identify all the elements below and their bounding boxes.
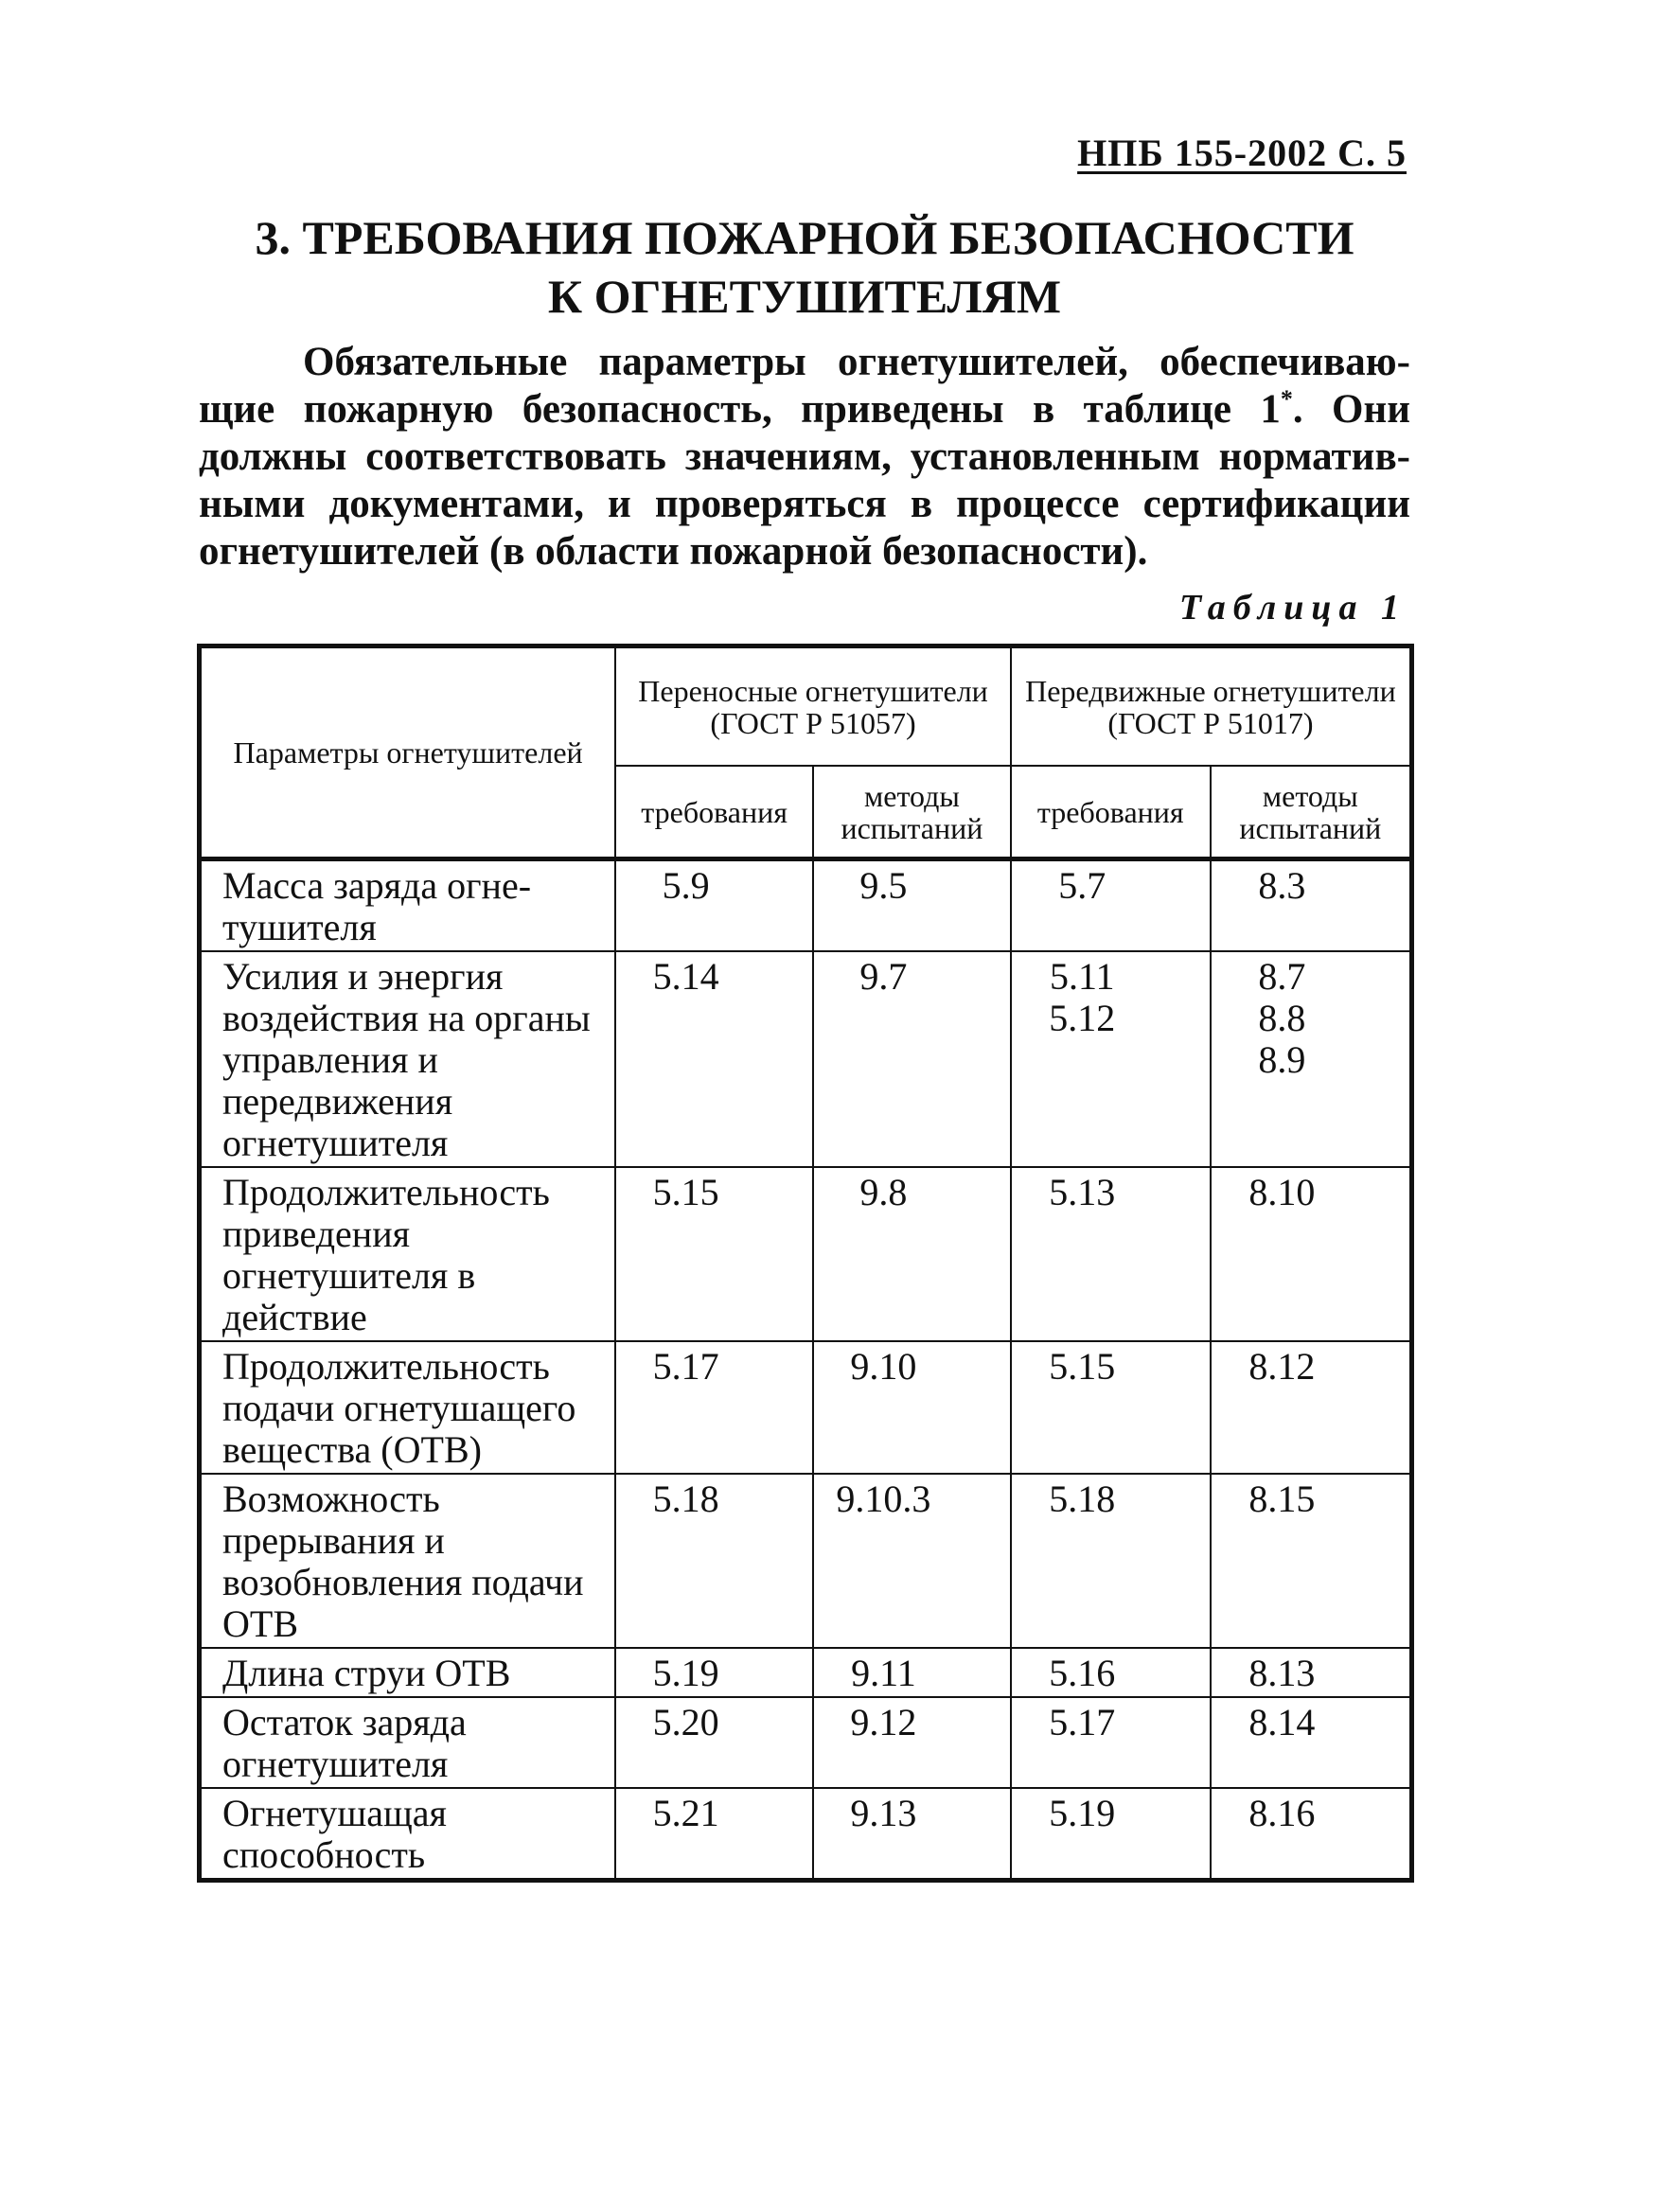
value-cell xyxy=(1211,1697,1412,1788)
header-mobile: Передвижные огнетушители (ГОСТ Р 51017) xyxy=(1011,646,1412,767)
value-item: 9.5 xyxy=(859,864,908,907)
value-cell xyxy=(615,1697,813,1788)
table-row xyxy=(200,1788,1412,1881)
value-cell xyxy=(615,951,813,1167)
value-item: 5.19 xyxy=(652,1652,719,1694)
section-title-line-1: 3. ТРЕБОВАНИЯ ПОЖАРНОЙ БЕЗОПАСНОСТИ xyxy=(255,211,1354,264)
page-header: НПБ 155-2002 С. 5 xyxy=(1077,132,1407,174)
value-cell xyxy=(1011,859,1211,952)
value-cell xyxy=(1011,1697,1211,1788)
value-item: 8.7 xyxy=(1258,955,1306,998)
intro-line: должны соответствовать значениям, установленным норматив- xyxy=(199,434,1410,479)
value-item: 8.3 xyxy=(1258,864,1306,907)
value-item: 5.13 xyxy=(1049,1171,1116,1213)
value-item: 5.15 xyxy=(1049,1345,1116,1388)
parameter-cell: Усилия и энергия воздействия на органы управления и передвижения огнетушителя xyxy=(200,951,616,1167)
parameter-cell: Огнетушащая способность xyxy=(200,1788,616,1881)
value-cell xyxy=(1011,1341,1211,1474)
value-cell xyxy=(1011,1648,1211,1697)
value-cell xyxy=(1011,1788,1211,1881)
value-cell xyxy=(1211,951,1412,1167)
value-cell xyxy=(813,951,1011,1167)
value-item: 5.7 xyxy=(1058,864,1106,907)
value-cell xyxy=(1211,1341,1412,1474)
value-item: 8.16 xyxy=(1248,1792,1316,1834)
value-cell xyxy=(1211,1648,1412,1697)
value-item: 5.21 xyxy=(652,1792,719,1834)
value-item: 5.18 xyxy=(652,1478,719,1520)
header-params: Параметры огнетушителей xyxy=(200,646,616,859)
value-item: 8.9 xyxy=(1258,1038,1306,1081)
value-item: 9.12 xyxy=(850,1701,917,1743)
value-item: 9.10 xyxy=(850,1345,917,1388)
parameter-cell: Остаток заряда огнетушителя xyxy=(200,1697,616,1788)
value-item: 8.13 xyxy=(1248,1652,1316,1694)
value-cell xyxy=(1011,951,1211,1167)
value-item: 5.19 xyxy=(1049,1792,1116,1834)
value-item: 8.12 xyxy=(1248,1345,1316,1388)
value-item: 9.7 xyxy=(859,955,908,998)
value-item: 5.17 xyxy=(1049,1701,1116,1743)
table-row xyxy=(200,859,1412,952)
parameter-cell: Продолжительность приведения огнетушителя в действие xyxy=(200,1167,616,1341)
value-cell xyxy=(813,1474,1011,1648)
intro-line: огнетушителей (в области пожарной безопасности). xyxy=(199,529,1148,574)
value-cell xyxy=(615,1167,813,1341)
value-item: 9.8 xyxy=(859,1171,908,1213)
header-portable: Переносные огнетушители (ГОСТ Р 51057) xyxy=(615,646,1011,767)
value-item: 5.14 xyxy=(652,955,719,998)
value-cell xyxy=(813,1697,1011,1788)
parameter-cell: Возможность прерывания и возобновления подачи ОТВ xyxy=(200,1474,616,1648)
value-cell xyxy=(1011,1474,1211,1648)
section-title-line-2: К ОГНЕТУШИТЕЛЯМ xyxy=(547,270,1062,323)
value-cell xyxy=(615,1648,813,1697)
table-row xyxy=(200,1648,1412,1697)
intro-line: ными документами, и проверяться в процессе сертификации xyxy=(199,482,1410,526)
value-item: 5.11 xyxy=(1049,955,1115,998)
value-cell xyxy=(1011,1167,1211,1341)
value-cell xyxy=(1211,1788,1412,1881)
value-item: 8.15 xyxy=(1248,1478,1316,1520)
value-cell xyxy=(615,1341,813,1474)
table-row xyxy=(200,1167,1412,1341)
value-cell xyxy=(615,1788,813,1881)
value-item: 9.11 xyxy=(851,1652,916,1694)
value-item: 9.10.3 xyxy=(836,1478,931,1520)
table-row xyxy=(200,1341,1412,1474)
value-cell xyxy=(1211,1167,1412,1341)
value-item: 8.8 xyxy=(1258,997,1306,1039)
parameter-cell: Масса заряда огне-тушителя xyxy=(200,859,616,952)
value-item: 5.15 xyxy=(652,1171,719,1213)
table-row xyxy=(200,1697,1412,1788)
table-row xyxy=(200,951,1412,1167)
value-cell xyxy=(813,1167,1011,1341)
value-cell xyxy=(813,1341,1011,1474)
header-test-methods: методы испытаний xyxy=(1211,766,1412,858)
header-requirements: требования xyxy=(1011,766,1211,858)
table-row xyxy=(200,1474,1412,1648)
value-cell xyxy=(813,859,1011,952)
value-cell xyxy=(615,859,813,952)
parameter-cell: Продолжительность подачи огнетушащего вещества (ОТВ) xyxy=(200,1341,616,1474)
intro-line: Обязательные параметры огнетушителей, обеспечиваю- xyxy=(303,340,1410,384)
table-caption: Таблица 1 xyxy=(1178,588,1407,628)
value-item: 8.10 xyxy=(1248,1171,1316,1213)
intro-line: щие пожарную безопасность, приведены в таблице 1*. Они xyxy=(199,385,1410,432)
parameter-cell: Длина струи ОТВ xyxy=(200,1648,616,1697)
value-cell xyxy=(813,1788,1011,1881)
value-item: 5.17 xyxy=(652,1345,719,1388)
section-title xyxy=(189,208,1420,326)
intro-paragraph xyxy=(199,339,1410,575)
value-item: 5.16 xyxy=(1049,1652,1116,1694)
table-body xyxy=(200,859,1412,1881)
header-requirements: требования xyxy=(615,766,813,858)
value-cell xyxy=(1211,859,1412,952)
value-item: 5.12 xyxy=(1049,997,1116,1039)
value-item: 5.9 xyxy=(662,864,710,907)
header-test-methods: методы испытаний xyxy=(813,766,1011,858)
value-cell xyxy=(615,1474,813,1648)
value-item: 5.18 xyxy=(1049,1478,1116,1520)
value-item: 9.13 xyxy=(850,1792,917,1834)
value-cell xyxy=(1211,1474,1412,1648)
footnote-mark: * xyxy=(1280,385,1293,413)
parameters-table xyxy=(197,644,1414,1883)
value-cell xyxy=(813,1648,1011,1697)
value-item: 8.14 xyxy=(1248,1701,1316,1743)
value-item: 5.20 xyxy=(652,1701,719,1743)
